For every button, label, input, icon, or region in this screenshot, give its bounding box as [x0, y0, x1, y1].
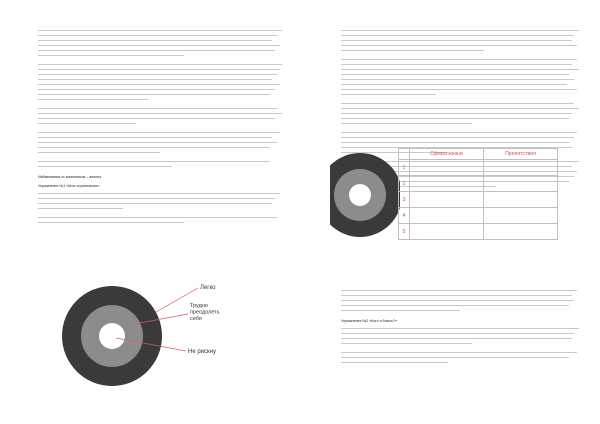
table-row — [399, 176, 558, 192]
paragraph-block — [38, 30, 282, 56]
row-number: 2 — [399, 176, 410, 192]
table-header-row — [399, 149, 558, 160]
paragraph-block — [38, 64, 282, 100]
left-text-column — [38, 30, 282, 227]
table-cell[interactable] — [410, 208, 484, 224]
table-cell[interactable] — [410, 192, 484, 208]
row-number: 5 — [399, 224, 410, 240]
label-hard-line-3: себя — [190, 316, 202, 322]
paragraph-block — [341, 103, 579, 124]
right-text-column-bottom — [341, 290, 579, 367]
row-number: 4 — [399, 208, 410, 224]
restrictions-diagram — [60, 278, 250, 396]
table-cell[interactable] — [484, 192, 558, 208]
inner-circle — [99, 323, 125, 349]
label-hard-line-1: Трудно — [190, 303, 208, 309]
table-grid — [398, 148, 558, 240]
paragraph-block — [341, 328, 579, 344]
paragraph-block — [38, 132, 282, 153]
paragraph-block — [38, 193, 282, 209]
paragraph-block — [38, 108, 282, 124]
paragraph-block — [341, 30, 579, 51]
paragraph-block — [341, 290, 579, 311]
table-row — [399, 224, 558, 240]
row-number: 3 — [399, 192, 410, 208]
table-row — [399, 208, 558, 224]
table-cell[interactable] — [484, 208, 558, 224]
table-row — [399, 160, 558, 176]
row-number: 1 — [399, 160, 410, 176]
heading-exercise-1: Упражнение №1 «Мои ограничения» — [38, 183, 100, 188]
heading-exercise-2: Упражнение №2 «Кого я боюсь?» — [341, 318, 397, 323]
table-cell[interactable] — [410, 160, 484, 176]
table-row — [399, 192, 558, 208]
inner-circle — [349, 184, 371, 206]
table-cell[interactable] — [410, 176, 484, 192]
label-hard — [190, 303, 221, 322]
paragraph-block — [38, 161, 282, 167]
paragraph-block — [38, 217, 282, 223]
label-hard-line-2: преодолеть — [190, 309, 220, 316]
table-cell[interactable] — [484, 224, 558, 240]
table-cell[interactable] — [410, 224, 484, 240]
header-sphere: Сфера жизни — [410, 149, 484, 160]
paragraph-block — [341, 352, 579, 363]
heading-complexes: Избавляемся от комплексов – анализ — [38, 174, 102, 179]
label-easy: Легко — [200, 285, 216, 291]
table-cell[interactable] — [484, 176, 558, 192]
spheres-obstacles-table — [398, 148, 558, 238]
header-obstacles: Препятствия — [484, 149, 558, 160]
life-spheres-diagram — [330, 150, 400, 250]
label-never: Не рискну — [188, 349, 216, 355]
table-cell[interactable] — [484, 160, 558, 176]
table-corner-cell — [399, 149, 410, 160]
paragraph-block — [341, 59, 579, 95]
